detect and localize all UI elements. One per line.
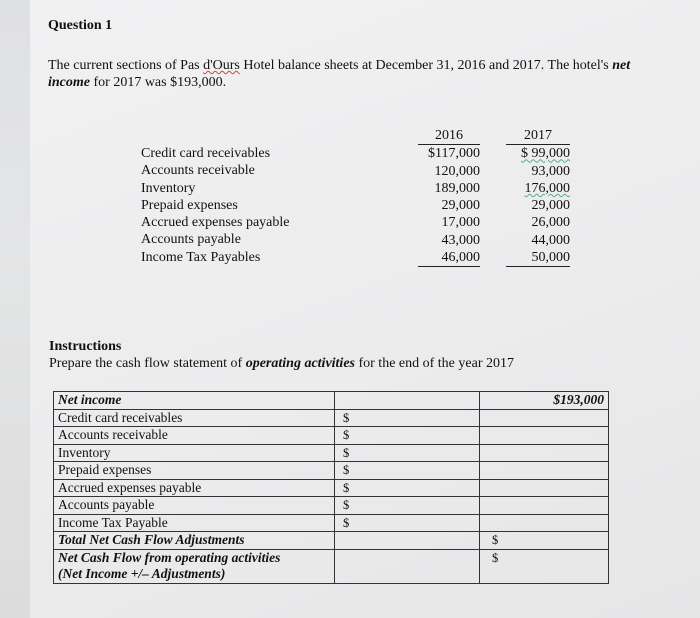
bs-value: 29,000 bbox=[441, 198, 480, 214]
adjustment-cell[interactable] bbox=[335, 409, 480, 427]
instructions-text-2: for the end of the year 2017 bbox=[354, 356, 514, 371]
adjustment-cell[interactable] bbox=[335, 462, 480, 480]
table-row bbox=[54, 549, 609, 583]
adjustment-label: Prepaid expenses bbox=[54, 462, 335, 480]
adjustment-cell[interactable] bbox=[335, 514, 480, 532]
total-adjustments-cell[interactable] bbox=[480, 532, 609, 550]
bs-value: 189,000 bbox=[434, 180, 480, 196]
cash-flow-table bbox=[53, 391, 609, 584]
instructions-text-1: Prepare the cash flow statement of bbox=[49, 356, 246, 371]
net-cash-flow-label bbox=[54, 549, 335, 583]
bs-label: Income Tax Payables bbox=[141, 249, 261, 265]
adjustment-cell[interactable] bbox=[335, 444, 480, 462]
instructions-text bbox=[49, 356, 514, 372]
adjustment-cell[interactable] bbox=[335, 427, 480, 445]
adjustment-label: Accounts receivable bbox=[54, 427, 335, 445]
net-income-value: $193,000 bbox=[480, 392, 609, 410]
bs-value: 17,000 bbox=[441, 215, 480, 231]
table-row bbox=[54, 427, 609, 445]
intro-part-1: The current sections of Pas bbox=[48, 58, 204, 73]
bs-label: Accounts receivable bbox=[141, 163, 255, 179]
bs-value: 43,000 bbox=[441, 232, 480, 248]
bs-value: 120,000 bbox=[434, 163, 480, 179]
total-cell[interactable] bbox=[480, 497, 609, 515]
table-row bbox=[54, 392, 609, 410]
total-cell[interactable] bbox=[480, 409, 609, 427]
bs-label: Accrued expenses payable bbox=[141, 215, 290, 231]
bs-label: Credit card receivables bbox=[141, 146, 271, 161]
adjustment-label: Credit card receivables bbox=[54, 409, 335, 427]
dollar-sign: $ bbox=[343, 428, 350, 442]
year-header-2016: 2016 bbox=[418, 127, 480, 145]
balance-sheet-col-2016 bbox=[418, 127, 480, 267]
table-row bbox=[54, 462, 609, 480]
dollar-sign: $ bbox=[343, 445, 350, 460]
table-row bbox=[54, 497, 609, 515]
bs-value: 46,000 bbox=[418, 249, 480, 267]
adjustment-label: Inventory bbox=[54, 444, 335, 462]
total-adjustments-label: Total Net Cash Flow Adjustments bbox=[54, 532, 335, 550]
bs-value: 26,000 bbox=[531, 215, 570, 231]
table-row bbox=[54, 514, 609, 532]
balance-sheet-labels bbox=[141, 145, 289, 266]
bs-value: 29,000 bbox=[531, 198, 570, 214]
total-cell[interactable] bbox=[480, 462, 609, 480]
net-income-phrase: net income bbox=[48, 58, 631, 90]
net-cash-flow-title: Net Cash Flow from operating activities bbox=[58, 549, 281, 565]
total-cell[interactable] bbox=[480, 479, 609, 497]
total-cell[interactable] bbox=[480, 514, 609, 532]
adjustment-cell[interactable] bbox=[335, 392, 480, 410]
intro-part-2: Hotel balance sheets at December 31, 2016 and 2017. The hotel's bbox=[239, 58, 613, 73]
adjustment-label: Income Tax Payable bbox=[54, 514, 335, 532]
question-title: Question 1 bbox=[48, 18, 113, 33]
table-row bbox=[54, 409, 609, 427]
adjustment-cell[interactable] bbox=[335, 549, 480, 583]
table-row bbox=[54, 479, 609, 497]
dollar-sign: $ bbox=[492, 533, 499, 547]
bs-value: 176,000 bbox=[524, 180, 570, 196]
dollar-sign: $ bbox=[343, 515, 350, 530]
year-header-2017: 2017 bbox=[506, 127, 570, 145]
instructions-emphasis: operating activities bbox=[245, 356, 355, 371]
intro-part-3: for 2017 was $193,000. bbox=[90, 75, 227, 90]
bs-label: Accounts payable bbox=[141, 232, 241, 248]
adjustment-label: Accounts payable bbox=[54, 497, 335, 515]
adjustment-cell[interactable] bbox=[335, 497, 480, 515]
table-row bbox=[54, 444, 609, 462]
balance-sheet-col-2017 bbox=[506, 127, 570, 267]
question-intro bbox=[48, 57, 648, 91]
net-cash-flow-note: (Net Income +/– Adjustments) bbox=[58, 565, 226, 581]
bs-label: Inventory bbox=[141, 180, 196, 196]
bs-value: $ 99,000 bbox=[521, 146, 570, 162]
adjustment-label: Accrued expenses payable bbox=[54, 479, 335, 497]
bs-value: $117,000 bbox=[428, 146, 480, 162]
bs-value: 93,000 bbox=[531, 163, 570, 179]
adjustment-cell[interactable] bbox=[335, 532, 480, 550]
bs-value: 44,000 bbox=[531, 232, 570, 248]
dollar-sign: $ bbox=[343, 463, 350, 477]
dollar-sign: $ bbox=[492, 550, 499, 565]
net-cash-flow-cell[interactable] bbox=[480, 549, 609, 583]
bs-label: Prepaid expenses bbox=[141, 197, 238, 213]
dollar-sign: $ bbox=[343, 410, 350, 425]
hotel-name: d'Ours bbox=[203, 58, 240, 73]
bs-value: 50,000 bbox=[506, 249, 570, 267]
dollar-sign: $ bbox=[343, 498, 350, 512]
total-cell[interactable] bbox=[480, 444, 609, 462]
adjustment-cell[interactable] bbox=[335, 479, 480, 497]
total-cell[interactable] bbox=[480, 427, 609, 445]
instructions-heading: Instructions bbox=[49, 339, 122, 354]
dollar-sign: $ bbox=[343, 480, 350, 495]
table-row bbox=[54, 532, 609, 550]
net-income-label: Net income bbox=[54, 392, 335, 410]
